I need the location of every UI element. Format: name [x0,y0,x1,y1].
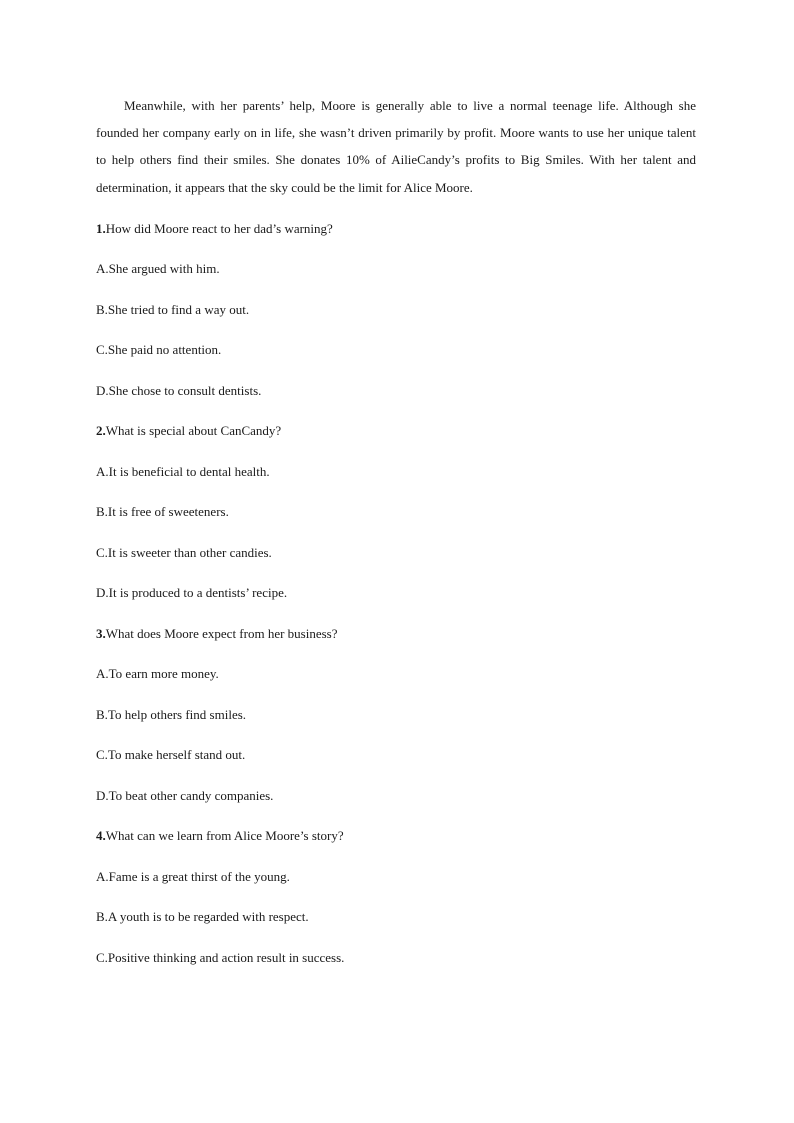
answer-option: C.To make herself stand out. [96,747,246,763]
question-text: What does Moore expect from her business? [105,625,338,641]
answer-option: A.To earn more money. [96,666,219,682]
answer-option: B.A youth is to be regarded with respect. [96,909,309,925]
document-page [96,92,696,984]
question-text: What is special about CanCandy? [105,423,282,439]
question-text: What can we learn from Alice Moore’s story? [105,828,344,844]
question-4 [96,822,696,984]
question-number: 3. [96,625,106,641]
question-2 [96,417,696,620]
question-3 [96,620,696,823]
answer-option: C.Positive thinking and action result in success. [96,949,345,965]
answer-option: B.To help others find smiles. [96,706,247,722]
reading-passage: Meanwhile, with her parents’ help, Moore is generally able to live a normal teenage life. Although she founded her company early on in life, she wasn’t driven primarily by profit. Moore wants to use her unique talent to help others find their smiles. She donates 10% of AilieCandy’s profits to Big Smiles. With her talent and determination, it appears that the sky could be the limit for Alice Moore. [96,98,696,195]
answer-option: D.It is produced to a dentists’ recipe. [96,585,288,601]
answer-option: D.To beat other candy companies. [96,787,274,803]
question-text: How did Moore react to her dad’s warning? [105,220,333,236]
answer-option: D.She chose to consult dentists. [96,382,262,398]
question-stem [96,417,696,458]
question-stem [96,620,696,661]
question-number: 1. [96,220,106,236]
question-number: 4. [96,828,106,844]
answer-option: A.Fame is a great thirst of the young. [96,868,290,884]
answer-option: B.It is free of sweeteners. [96,504,229,520]
answer-option: C.It is sweeter than other candies. [96,544,272,560]
answer-option: B.She tried to find a way out. [96,301,250,317]
answer-option: A.She argued with him. [96,261,220,277]
question-stem [96,822,696,863]
answer-option: C.She paid no attention. [96,342,222,358]
answer-option: A.It is beneficial to dental health. [96,463,270,479]
question-stem [96,215,696,256]
question-1 [96,215,696,418]
question-number: 2. [96,423,106,439]
